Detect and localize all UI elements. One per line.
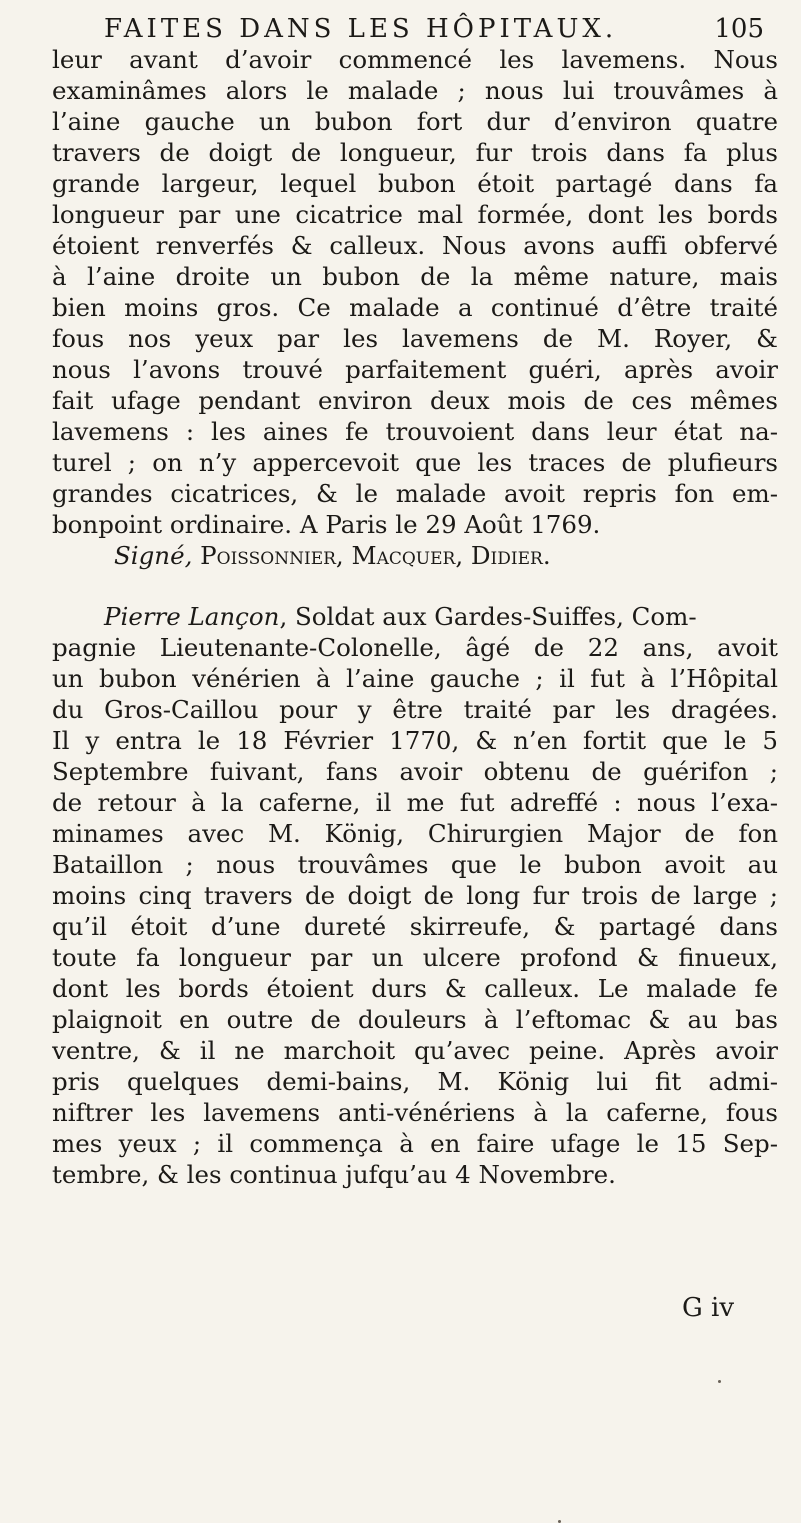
text-line: Septembre fuivant, fans avoir obtenu de guérifon ; (52, 757, 778, 786)
text-line: fait ufage pendant environ deux mois de ces mêmes (52, 386, 778, 415)
signature-line (52, 540, 778, 571)
text-line: moins cinq travers de doigt de long fur trois de large ; (52, 881, 778, 910)
text-line: pris quelques demi-bains, M. König lui fit admi- (52, 1067, 778, 1096)
text-line: un bubon vénérien à l’aine gauche ; il fut à l’Hôpital (52, 664, 778, 693)
text-fragment: , Soldat aux Gardes-Suiffes, Com- (279, 602, 697, 631)
text-line: Bataillon ; nous trouvâmes que le bubon avoit au (52, 850, 778, 879)
text-line: grande largeur, lequel bubon étoit partagé dans fa (52, 169, 778, 198)
text-line: travers de doigt de longueur, fur trois dans fa plus (52, 138, 778, 167)
text-line (52, 601, 778, 632)
text-line: fous nos yeux par les lavemens de M. Royer, & (52, 324, 778, 353)
text-line: leur avant d’avoir commencé les lavemens. Nous (52, 45, 778, 74)
text-line: à l’aine droite un bubon de la même nature, mais (52, 262, 778, 291)
running-head: FAITES DANS LES HÔPITAUX. (104, 14, 618, 44)
text-line: bien moins gros. Ce malade a continué d’être traité (52, 293, 778, 322)
printer-signature-mark: G iv (682, 1293, 735, 1323)
text-line: bonpoint ordinaire. A Paris le 29 Août 1769. (52, 510, 601, 539)
text-line: dont les bords étoient durs & calleux. Le malade fe (52, 974, 778, 1003)
person-name: Pierre Lançon (104, 602, 280, 631)
text-line: mes yeux ; il commença à en faire ufage le 15 Sep- (52, 1129, 778, 1158)
page-number: 105 (714, 14, 764, 44)
text-line: de retour à la caferne, il me fut adreffé : nous l’exa- (52, 788, 778, 817)
text-line: l’aine gauche un bubon fort dur d’environ quatre (52, 107, 778, 136)
text-line: lavemens : les aines fe trouvoient dans leur état na- (52, 417, 778, 446)
text-line: turel ; on n’y appercevoit que les traces de plufieurs (52, 448, 778, 477)
text-line: longueur par une cicatrice mal formée, dont les bords (52, 200, 778, 229)
body-text (52, 44, 778, 1190)
text-line: du Gros-Caillou pour y être traité par les dragées. (52, 695, 778, 724)
text-line: qu’il étoit d’une dureté skirreufe, & partagé dans (52, 912, 778, 941)
text-line: grandes cicatrices, & le malade avoit repris fon em- (52, 479, 778, 508)
text-line: minames avec M. König, Chirurgien Major de fon (52, 819, 778, 848)
text-line: pagnie Lieutenante-Colonelle, âgé de 22 ans, avoit (52, 633, 778, 662)
text-line: niftrer les lavemens anti-vénériens à la caferne, fous (52, 1098, 778, 1127)
text-line: examinâmes alors le malade ; nous lui trouvâmes à (52, 76, 778, 105)
text-line: toute fa longueur par un ulcere profond & finueux, (52, 943, 778, 972)
ink-speck (718, 1380, 721, 1383)
text-line: étoient renverfés & calleux. Nous avons auffi obfervé (52, 231, 778, 260)
text-line: tembre, & les continua jufqu’au 4 Novembre. (52, 1160, 616, 1189)
text-line: nous l’avons trouvé parfaitement guéri, après avoir (52, 355, 778, 384)
signature-names: Poissonnier, Macquer, Didier. (200, 541, 551, 570)
text-line: plaignoit en outre de douleurs à l’eftomac & au bas (52, 1005, 778, 1034)
text-line: ventre, & il ne marchoit qu’avec peine. Après avoir (52, 1036, 778, 1065)
signature-label: Signé, (114, 541, 193, 570)
paragraph-gap (52, 571, 778, 601)
text-line: Il y entra le 18 Février 1770, & n’en fortit que le 5 (52, 726, 778, 755)
